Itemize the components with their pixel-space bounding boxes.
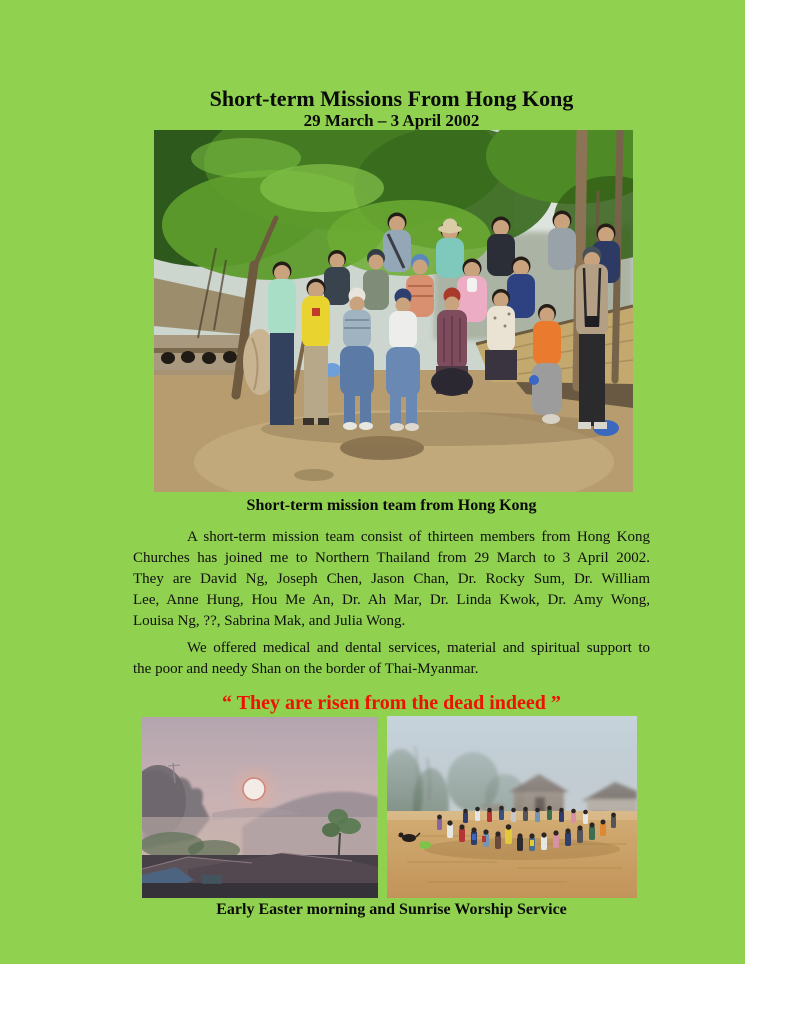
sun-icon [243,778,265,800]
sunrise-photo-illustration [142,717,378,898]
paragraph-services [133,638,650,680]
text-line: We offered medical and dental services, material and spiritual support to [187,640,650,656]
risen-headline: “ They are risen from the dead indeed ” [222,692,561,714]
worship-photo-illustration [387,716,637,898]
page-title: Short-term Missions From Hong Kong [209,86,574,111]
team-group-photo [154,130,633,492]
team-group-photo-illustration [154,130,633,492]
worship-service-photo [387,716,637,898]
text-line: Churches has joined me to Northern Thailand from 29 March to 3 April 2002. [133,550,650,566]
paragraph-team-intro [133,527,650,632]
page-subtitle: 29 March – 3 April 2002 [303,111,480,130]
team-photo-caption: Short-term mission team from Hong Kong [246,497,537,514]
text-line: They are David Ng, Joseph Chen, Jason Chan, Dr. Rocky Sum, Dr. William [133,571,650,587]
sunrise-photo [142,717,378,898]
green-bag [419,841,431,849]
text-line: A short-term mission team consist of thirteen members from Hong Kong [187,529,650,545]
text-line: Louisa Ng, ??, Sabrina Mak, and Julia Wong. [133,613,406,629]
easter-photos-caption: Early Easter morning and Sunrise Worship Service [216,901,567,918]
text-line: Lee, Anne Hung, Hou Me An, Dr. Ah Mar, Dr. Linda Kwok, Dr. Amy Wong, [133,592,650,608]
village-rooftops [142,853,378,898]
text-line: the poor and needy Shan on the border of Thai-Myanmar. [133,661,479,677]
